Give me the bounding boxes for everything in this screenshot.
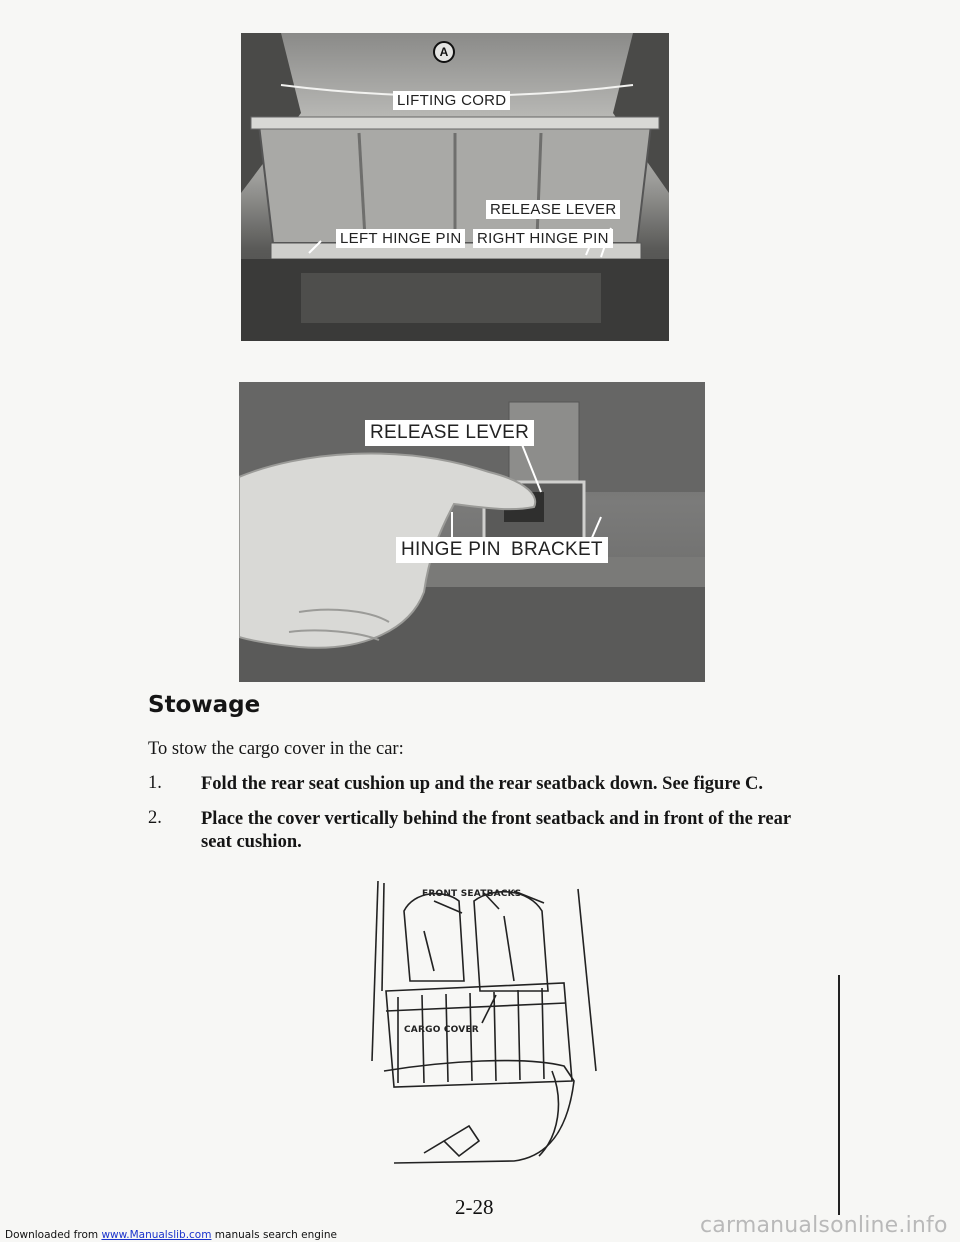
label-release-lever-closeup: RELEASE LEVER xyxy=(365,420,534,446)
section-heading: Stowage xyxy=(148,692,261,718)
figure-a-marker: A xyxy=(433,41,455,63)
intro-text: To stow the cargo cover in the car: xyxy=(148,739,404,759)
photo-cargo-cover-hinges xyxy=(241,33,669,341)
drawing-cargo-cover-stowed xyxy=(364,871,600,1165)
watermark-text: carmanualsonline.info xyxy=(700,1213,948,1238)
label-right-hinge-pin: RIGHT HINGE PIN xyxy=(473,229,613,248)
photo-a-illustration xyxy=(241,33,669,341)
label-bracket: BRACKET xyxy=(506,537,608,563)
photo-release-lever-closeup xyxy=(239,382,705,682)
manualslib-link[interactable]: www.Manualslib.com xyxy=(101,1229,212,1241)
margin-rule xyxy=(838,975,840,1215)
step-2-number: 2. xyxy=(148,808,162,828)
step-2-text: Place the cover vertically behind the front seatback and in front of the rear seat cushion. xyxy=(201,809,791,852)
label-hinge-pin: HINGE PIN xyxy=(396,537,506,563)
step-1-number: 1. xyxy=(148,773,162,793)
footer-prefix: Downloaded from xyxy=(5,1229,102,1241)
page-number: 2-28 xyxy=(455,1195,494,1219)
label-cargo-cover: CARGO COVER xyxy=(404,1025,479,1035)
download-footer xyxy=(5,1229,337,1241)
drawing-c-illustration xyxy=(364,871,600,1165)
label-left-hinge-pin: LEFT HINGE PIN xyxy=(336,229,465,248)
label-lifting-cord: LIFTING CORD xyxy=(393,91,510,110)
step-1-text: Fold the rear seat cushion up and the rear seatback down. See figure C. xyxy=(201,774,764,794)
footer-suffix: manuals search engine xyxy=(211,1229,337,1241)
label-front-seatbacks: FRONT SEATBACKS xyxy=(422,889,522,899)
label-release-lever: RELEASE LEVER xyxy=(486,200,620,219)
